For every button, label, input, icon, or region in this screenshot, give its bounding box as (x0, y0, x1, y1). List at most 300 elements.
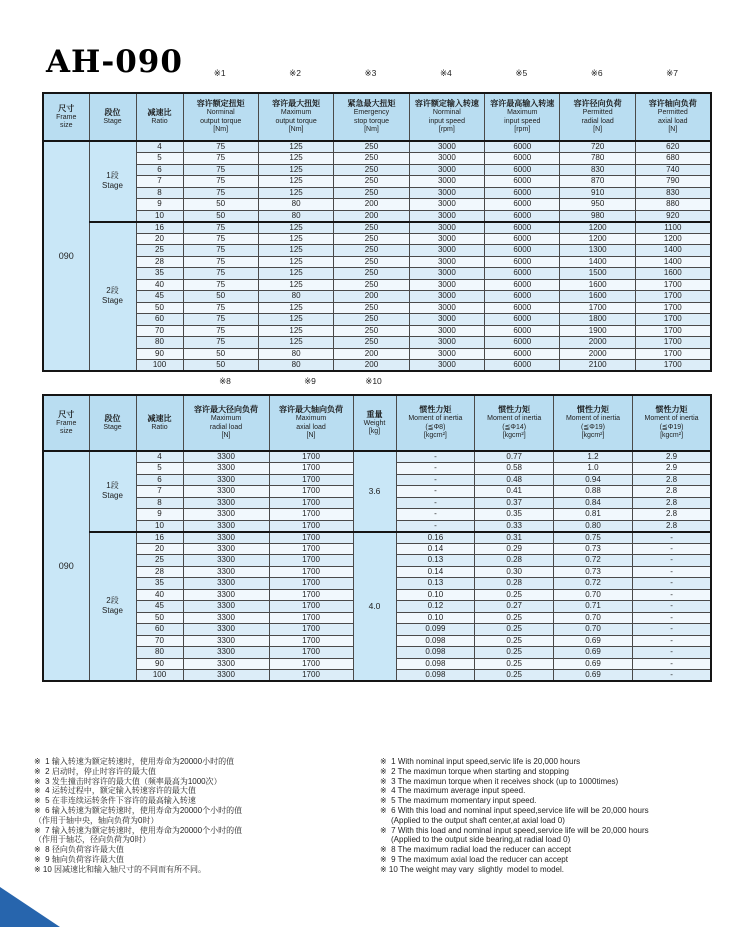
value-cell: 200 (334, 199, 409, 211)
ratio-cell: 35 (136, 268, 183, 280)
value-cell: 920 (635, 210, 710, 222)
value-cell: 1.2 (554, 451, 633, 463)
value-cell: 250 (334, 176, 409, 188)
value-cell: 3300 (183, 566, 269, 578)
value-cell: 1700 (269, 520, 353, 532)
footnote-line: ※ 5 在非连续运转条件下容许的最高输入转速 (34, 796, 196, 806)
value-cell: 1800 (560, 314, 635, 326)
value-cell: - (632, 543, 711, 555)
value-cell: 50 (183, 360, 258, 372)
ratio-cell: 100 (136, 670, 183, 682)
value-cell: 3000 (409, 348, 484, 360)
value-cell: 0.25 (475, 647, 554, 659)
value-cell: 1600 (635, 268, 710, 280)
ratio-cell: 90 (136, 348, 183, 360)
spec-row (43, 164, 711, 176)
value-cell: 0.25 (475, 589, 554, 601)
value-cell: 3300 (183, 647, 269, 659)
value-cell: - (632, 601, 711, 613)
value-cell: 125 (258, 233, 333, 245)
value-cell: 50 (183, 348, 258, 360)
value-cell: 980 (560, 210, 635, 222)
value-cell: 1700 (269, 670, 353, 682)
value-cell: 1700 (560, 302, 635, 314)
footnote-line: ※ 6 With this load and nominal input speed,service life will be 20,000 hours (380, 805, 649, 815)
value-cell: 3000 (409, 279, 484, 291)
value-cell: 6000 (485, 279, 560, 291)
ratio-cell: 20 (136, 233, 183, 245)
column-header: 容许最大轴向负荷 Maximum axial load [N] (269, 395, 353, 451)
value-cell: 80 (258, 199, 333, 211)
ratio-cell: 90 (136, 658, 183, 670)
ratio-cell: 5 (136, 153, 183, 165)
ratio-cell: 45 (136, 291, 183, 303)
value-cell: - (396, 520, 475, 532)
spec-row (43, 532, 711, 544)
value-cell: 3000 (409, 337, 484, 349)
value-cell: 1700 (635, 279, 710, 291)
value-cell: 6000 (485, 164, 560, 176)
value-cell: 0.37 (475, 497, 554, 509)
value-cell: 0.12 (396, 601, 475, 613)
value-cell: 250 (334, 164, 409, 176)
column-header: 段位 Stage (89, 93, 136, 141)
value-cell: 200 (334, 348, 409, 360)
value-cell: 3000 (409, 302, 484, 314)
value-cell: 125 (258, 176, 333, 188)
ratio-cell: 16 (136, 222, 183, 234)
footnote-line: ※ 1 With nominal input speed,servic life is 20,000 hours (380, 757, 581, 766)
value-cell: 250 (334, 141, 409, 153)
value-cell: 830 (560, 164, 635, 176)
column-header: 惯性力矩 Moment of inertia (≦Φ8) [kgcm²] (396, 395, 475, 451)
value-cell: 2.9 (632, 463, 711, 475)
value-cell: 2.8 (632, 486, 711, 498)
value-cell: 2.9 (632, 451, 711, 463)
value-cell: 740 (635, 164, 710, 176)
value-cell: 3300 (183, 589, 269, 601)
spec-row (43, 314, 711, 326)
value-cell: 3300 (183, 555, 269, 567)
ratio-cell: 28 (136, 256, 183, 268)
value-cell: 125 (258, 337, 333, 349)
footnotes-english (380, 757, 734, 875)
table1-ref-marks (42, 62, 710, 82)
value-cell: 880 (635, 199, 710, 211)
value-cell: 3000 (409, 314, 484, 326)
value-cell: 0.16 (396, 532, 475, 544)
column-header: 段位 Stage (89, 395, 136, 451)
value-cell: 2.8 (632, 520, 711, 532)
footnote-line: ※ 7 With this load and nominal input speed,service life will be 20,000 hours (380, 825, 649, 835)
value-cell: 3000 (409, 291, 484, 303)
value-cell: 0.31 (475, 532, 554, 544)
stage-cell: 2段 Stage (89, 222, 136, 372)
spec-table-maxload-weight-inertia (42, 394, 712, 682)
value-cell: 125 (258, 153, 333, 165)
value-cell: 1700 (269, 474, 353, 486)
value-cell: 50 (183, 199, 258, 211)
footnote-line: ※ 3 The maximun torque when it receives shock (up to 1000times) (380, 776, 619, 786)
value-cell: 3300 (183, 451, 269, 463)
spec-row (43, 291, 711, 303)
value-cell: 0.25 (475, 624, 554, 636)
value-cell: 250 (334, 256, 409, 268)
value-cell: 75 (183, 153, 258, 165)
value-cell: 1700 (269, 578, 353, 590)
value-cell: 0.69 (554, 658, 633, 670)
column-header: 惯性力矩 Moment of inertia (≦Φ19) [kgcm²] (554, 395, 633, 451)
value-cell: 1200 (560, 233, 635, 245)
footnote-line: (Applied to the output side bearing,at radial load 0) (391, 835, 571, 845)
value-cell: 1700 (269, 647, 353, 659)
value-cell: 50 (183, 291, 258, 303)
value-cell: 125 (258, 279, 333, 291)
value-cell: 3300 (183, 670, 269, 682)
value-cell: 3000 (409, 176, 484, 188)
value-cell: 830 (635, 187, 710, 199)
value-cell: 0.29 (475, 543, 554, 555)
value-cell: - (396, 509, 475, 521)
value-cell: 1700 (269, 624, 353, 636)
value-cell: 250 (334, 302, 409, 314)
ratio-cell: 20 (136, 543, 183, 555)
ratio-cell: 6 (136, 164, 183, 176)
footnotes-chinese (34, 757, 380, 875)
value-cell: 2000 (560, 337, 635, 349)
column-header: 容许额定扭矩 Norminal output torque [Nm] (183, 93, 258, 141)
value-cell: 3300 (183, 486, 269, 498)
value-cell: 75 (183, 337, 258, 349)
value-cell: 2.8 (632, 497, 711, 509)
value-cell: 2000 (560, 348, 635, 360)
value-cell: 75 (183, 245, 258, 257)
value-cell: 0.73 (554, 566, 633, 578)
value-cell: 0.25 (475, 612, 554, 624)
value-cell: 75 (183, 222, 258, 234)
value-cell: 0.81 (554, 509, 633, 521)
value-cell: 1700 (269, 532, 353, 544)
value-cell: 3000 (409, 153, 484, 165)
ratio-cell: 6 (136, 474, 183, 486)
spec-row (43, 337, 711, 349)
value-cell: 0.27 (475, 601, 554, 613)
value-cell: 125 (258, 268, 333, 280)
table2-ref-marks (42, 370, 710, 390)
ref-mark: ※10 (365, 376, 382, 386)
ratio-cell: 60 (136, 624, 183, 636)
value-cell: 3300 (183, 509, 269, 521)
value-cell: 1700 (269, 463, 353, 475)
value-cell: 250 (334, 245, 409, 257)
column-header: 容许最高输入转速 Maximum input speed [rpm] (485, 93, 560, 141)
footnote-line: ※ 3 发生撞击时容许的最大值（频率最高为1000次） (34, 776, 222, 786)
ref-mark: ※9 (304, 376, 316, 386)
spec-row (43, 233, 711, 245)
value-cell: 0.25 (475, 670, 554, 682)
value-cell: 3000 (409, 187, 484, 199)
value-cell: 250 (334, 153, 409, 165)
value-cell: 3000 (409, 222, 484, 234)
footnote-line: ※ 8 径向负荷容许最大值 (34, 845, 124, 855)
value-cell: 1900 (560, 325, 635, 337)
ratio-cell: 7 (136, 176, 183, 188)
footnote-line: ※ 9 The maximum axial load the reducer can accept (380, 854, 568, 864)
value-cell: 3300 (183, 497, 269, 509)
spec-row (43, 451, 711, 463)
column-header: 重量 Weight [kg] (353, 395, 396, 451)
value-cell: 0.77 (475, 451, 554, 463)
ratio-cell: 4 (136, 141, 183, 153)
value-cell: 1400 (635, 256, 710, 268)
stage-cell: 2段 Stage (89, 532, 136, 682)
value-cell: 6000 (485, 360, 560, 372)
spec-row (43, 279, 711, 291)
value-cell: 1700 (269, 612, 353, 624)
ratio-cell: 8 (136, 497, 183, 509)
frame-size-cell: 090 (43, 141, 89, 371)
value-cell: 0.098 (396, 670, 475, 682)
value-cell: 250 (334, 314, 409, 326)
column-header: 尺寸 Frame size (43, 395, 89, 451)
value-cell: - (396, 497, 475, 509)
value-cell: 0.28 (475, 555, 554, 567)
spec-row (43, 141, 711, 153)
value-cell: - (632, 635, 711, 647)
value-cell: 1700 (269, 509, 353, 521)
value-cell: - (632, 578, 711, 590)
value-cell: 1700 (269, 601, 353, 613)
value-cell: 75 (183, 302, 258, 314)
value-cell: 125 (258, 302, 333, 314)
value-cell: 0.14 (396, 543, 475, 555)
value-cell: 2.8 (632, 509, 711, 521)
value-cell: 125 (258, 256, 333, 268)
value-cell: 125 (258, 245, 333, 257)
ratio-cell: 4 (136, 451, 183, 463)
ratio-cell: 50 (136, 302, 183, 314)
spec-row (43, 187, 711, 199)
value-cell: 6000 (485, 187, 560, 199)
spec-row (43, 176, 711, 188)
value-cell: 0.14 (396, 566, 475, 578)
value-cell: 0.48 (475, 474, 554, 486)
value-cell: 75 (183, 325, 258, 337)
footnote-line: ※ 2 启动时，停止时容许的最大值 (34, 766, 156, 776)
column-header: 容许额定输入转速 Norminal input speed [rpm] (409, 93, 484, 141)
value-cell: 2.8 (632, 474, 711, 486)
footnote-line: ※ 7 输入转速为额定转速时，使用寿命为20000个小时的值 (34, 825, 243, 835)
value-cell: 1200 (560, 222, 635, 234)
value-cell: 3300 (183, 612, 269, 624)
ratio-cell: 100 (136, 360, 183, 372)
footnotes (34, 757, 734, 875)
ratio-cell: 16 (136, 532, 183, 544)
ratio-cell: 9 (136, 199, 183, 211)
value-cell: 1700 (269, 589, 353, 601)
value-cell: 0.72 (554, 555, 633, 567)
ratio-cell: 8 (136, 187, 183, 199)
ref-mark: ※1 (213, 68, 226, 78)
value-cell: 0.69 (554, 670, 633, 682)
footnote-line: ※ 6 输入转速为额定转速时，使用寿命为20000个小时的值 (34, 805, 243, 815)
column-header: 尺寸 Frame size (43, 93, 89, 141)
value-cell: - (632, 532, 711, 544)
value-cell: 0.94 (554, 474, 633, 486)
value-cell: - (632, 612, 711, 624)
value-cell: 75 (183, 164, 258, 176)
value-cell: 1700 (635, 314, 710, 326)
weight-cell: 4.0 (353, 532, 396, 682)
value-cell: 910 (560, 187, 635, 199)
value-cell: 3300 (183, 624, 269, 636)
value-cell: 1600 (560, 279, 635, 291)
value-cell: 2100 (560, 360, 635, 372)
value-cell: 6000 (485, 337, 560, 349)
value-cell: 0.33 (475, 520, 554, 532)
value-cell: 0.73 (554, 543, 633, 555)
value-cell: 1700 (269, 635, 353, 647)
footnote-line: ※ 4 运转过程中，额定输入转速容许的最大值 (34, 786, 196, 796)
value-cell: 6000 (485, 302, 560, 314)
spec-row (43, 222, 711, 234)
footnote-line: ※ 10 The weight may vary slightly model to model. (380, 864, 564, 874)
value-cell: 125 (258, 314, 333, 326)
value-cell: 3300 (183, 520, 269, 532)
value-cell: - (632, 658, 711, 670)
footnote-line: (Applied to the output shaft center,at axial load 0) (391, 815, 565, 825)
value-cell: 6000 (485, 256, 560, 268)
value-cell: - (632, 566, 711, 578)
weight-cell: 3.6 (353, 451, 396, 532)
value-cell: 75 (183, 176, 258, 188)
value-cell: 0.80 (554, 520, 633, 532)
ref-mark: ※6 (590, 68, 603, 78)
value-cell: 250 (334, 268, 409, 280)
spec-row (43, 302, 711, 314)
frame-size-cell: 090 (43, 451, 89, 681)
spec-row (43, 199, 711, 211)
value-cell: 3000 (409, 360, 484, 372)
value-cell: 250 (334, 337, 409, 349)
footnote-line: ※ 1 输入转速为额定转速时，使用寿命为20000小时的值 (34, 757, 235, 766)
spec-row (43, 153, 711, 165)
value-cell: 0.69 (554, 647, 633, 659)
value-cell: 1400 (560, 256, 635, 268)
value-cell: 620 (635, 141, 710, 153)
value-cell: 1700 (269, 555, 353, 567)
value-cell: 790 (635, 176, 710, 188)
value-cell: 125 (258, 325, 333, 337)
ref-mark: ※2 (289, 68, 302, 78)
value-cell: 3300 (183, 543, 269, 555)
ratio-cell: 10 (136, 520, 183, 532)
value-cell: 1700 (635, 360, 710, 372)
value-cell: 80 (258, 291, 333, 303)
value-cell: 80 (258, 348, 333, 360)
spec-table-torque-speed-load (42, 92, 712, 372)
ratio-cell: 80 (136, 647, 183, 659)
value-cell: 200 (334, 291, 409, 303)
ratio-cell: 7 (136, 486, 183, 498)
value-cell: 0.70 (554, 589, 633, 601)
value-cell: 0.098 (396, 658, 475, 670)
value-cell: - (632, 555, 711, 567)
ratio-cell: 5 (136, 463, 183, 475)
value-cell: 125 (258, 164, 333, 176)
value-cell: 0.25 (475, 658, 554, 670)
value-cell: 3000 (409, 141, 484, 153)
ratio-cell: 80 (136, 337, 183, 349)
ratio-cell: 10 (136, 210, 183, 222)
value-cell: 0.41 (475, 486, 554, 498)
stage-cell: 1段 Stage (89, 141, 136, 222)
ref-mark: ※3 (364, 68, 377, 78)
value-cell: 75 (183, 314, 258, 326)
value-cell: 720 (560, 141, 635, 153)
column-header: 减速比 Ratio (136, 395, 183, 451)
ratio-cell: 9 (136, 509, 183, 521)
footnote-line: ※ 5 The maximum momentary input speed. (380, 796, 537, 806)
value-cell: 3300 (183, 463, 269, 475)
footnote-line: ※ 4 The maximum average input speed. (380, 786, 526, 796)
value-cell: 0.13 (396, 555, 475, 567)
value-cell: 6000 (485, 210, 560, 222)
spec-row (43, 325, 711, 337)
value-cell: 1700 (269, 658, 353, 670)
value-cell: 1700 (635, 291, 710, 303)
value-cell: 3300 (183, 532, 269, 544)
value-cell: 75 (183, 279, 258, 291)
value-cell: 0.71 (554, 601, 633, 613)
value-cell: 6000 (485, 141, 560, 153)
value-cell: 0.84 (554, 497, 633, 509)
value-cell: 250 (334, 233, 409, 245)
value-cell: 3000 (409, 210, 484, 222)
value-cell: - (632, 670, 711, 682)
value-cell: 1600 (560, 291, 635, 303)
value-cell: 1700 (635, 325, 710, 337)
value-cell: 0.72 (554, 578, 633, 590)
value-cell: 3000 (409, 245, 484, 257)
column-header: 容许最大径向负荷 Maximum radial load [N] (183, 395, 269, 451)
value-cell: 1200 (635, 233, 710, 245)
value-cell: 200 (334, 210, 409, 222)
ratio-cell: 45 (136, 601, 183, 613)
value-cell: 3000 (409, 325, 484, 337)
value-cell: 0.13 (396, 578, 475, 590)
value-cell: 0.69 (554, 635, 633, 647)
column-header: 容许径向负荷 Permitted radial load [N] (560, 93, 635, 141)
corner-decoration (0, 887, 60, 927)
ref-mark: ※7 (666, 68, 678, 78)
spec-row (43, 256, 711, 268)
value-cell: 870 (560, 176, 635, 188)
value-cell: 6000 (485, 153, 560, 165)
value-cell: 0.098 (396, 635, 475, 647)
footnote-line: ※ 10 因减速比和输入轴尺寸的不同而有所不同。 (34, 864, 207, 874)
spec-row (43, 245, 711, 257)
value-cell: - (396, 451, 475, 463)
value-cell: 250 (334, 325, 409, 337)
page-title: AH-090 (46, 44, 183, 80)
value-cell: 125 (258, 187, 333, 199)
ratio-cell: 50 (136, 612, 183, 624)
value-cell: - (632, 647, 711, 659)
value-cell: - (632, 589, 711, 601)
value-cell: 125 (258, 222, 333, 234)
column-header: 惯性力矩 Moment of inertia (≦Φ14) [kgcm²] (475, 395, 554, 451)
